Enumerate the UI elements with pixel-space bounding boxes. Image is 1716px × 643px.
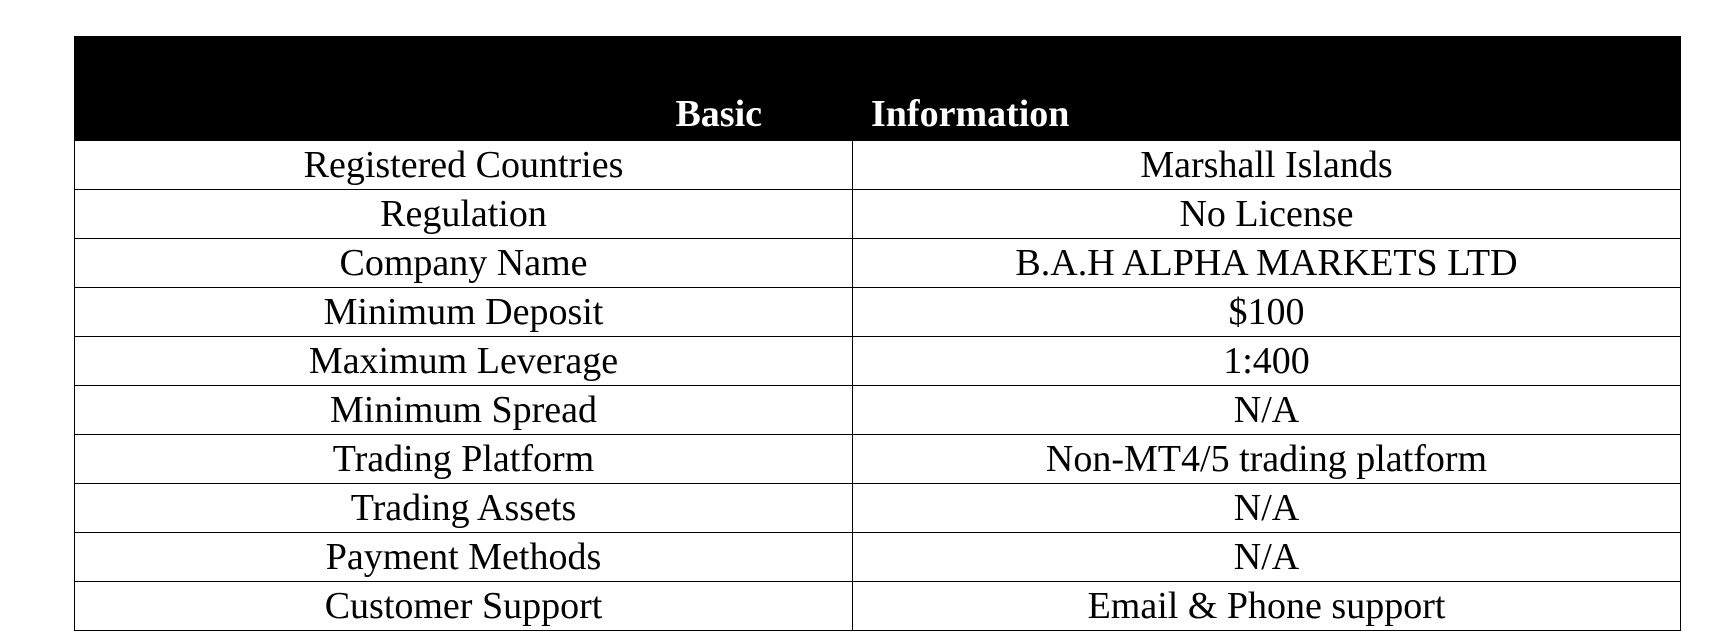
header-basic: Basic xyxy=(75,37,853,141)
row-value: Email & Phone support xyxy=(853,582,1681,631)
row-label: Trading Assets xyxy=(75,484,853,533)
row-label: Maximum Leverage xyxy=(75,337,853,386)
row-label: Registered Countries xyxy=(75,141,853,190)
header-information: Information xyxy=(853,37,1681,141)
row-value: B.A.H ALPHA MARKETS LTD xyxy=(853,239,1681,288)
row-value: N/A xyxy=(853,386,1681,435)
table-row xyxy=(75,484,1681,533)
row-value: Marshall Islands xyxy=(853,141,1681,190)
row-value: N/A xyxy=(853,484,1681,533)
row-label: Regulation xyxy=(75,190,853,239)
row-label: Customer Support xyxy=(75,582,853,631)
row-label: Minimum Spread xyxy=(75,386,853,435)
table-row xyxy=(75,582,1681,631)
row-label: Payment Methods xyxy=(75,533,853,582)
table-row xyxy=(75,533,1681,582)
row-value: $100 xyxy=(853,288,1681,337)
row-label: Trading Platform xyxy=(75,435,853,484)
table-header-row xyxy=(75,37,1681,141)
basic-information-table xyxy=(74,36,1681,631)
table-row xyxy=(75,141,1681,190)
row-value: 1:400 xyxy=(853,337,1681,386)
table-row xyxy=(75,288,1681,337)
row-value: N/A xyxy=(853,533,1681,582)
row-label: Company Name xyxy=(75,239,853,288)
table-row xyxy=(75,190,1681,239)
row-value: No License xyxy=(853,190,1681,239)
table-row xyxy=(75,435,1681,484)
table-row xyxy=(75,337,1681,386)
table-row xyxy=(75,239,1681,288)
row-label: Minimum Deposit xyxy=(75,288,853,337)
row-value: Non-MT4/5 trading platform xyxy=(853,435,1681,484)
table-row xyxy=(75,386,1681,435)
